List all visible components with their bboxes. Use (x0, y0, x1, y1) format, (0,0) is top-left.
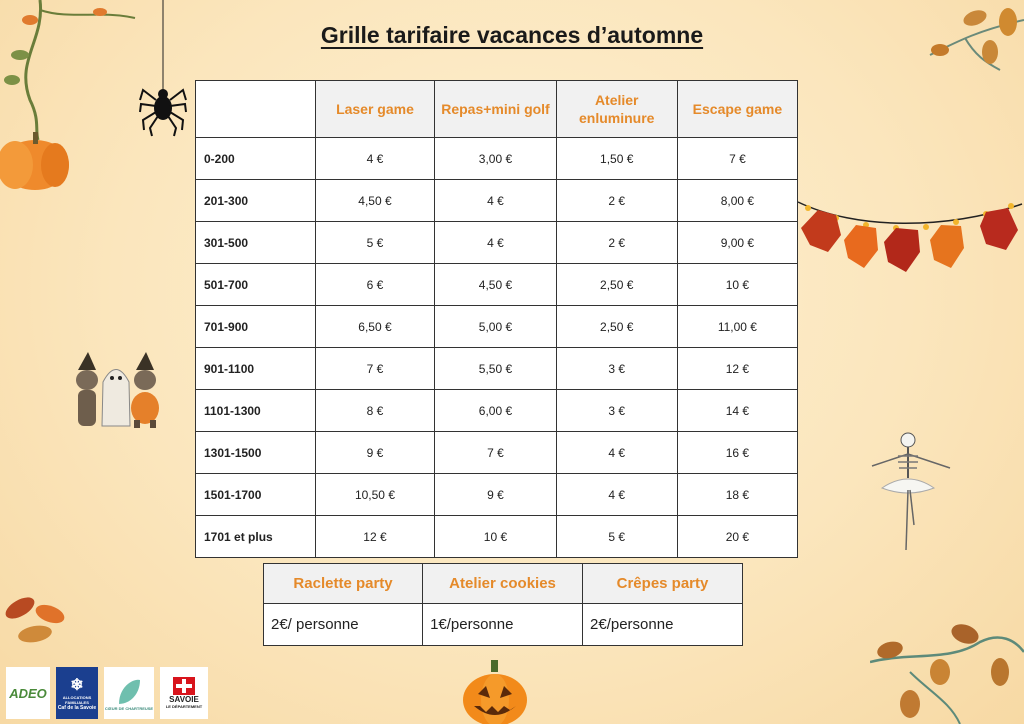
price-cell: 14 € (677, 390, 797, 432)
price-cell: 3 € (556, 348, 677, 390)
savoie-cross-icon (173, 677, 195, 695)
column-header-crepes-party: Crêpes party (583, 564, 743, 604)
price-cell: 8,00 € (677, 180, 797, 222)
price-cell: 4 € (556, 432, 677, 474)
price-cell: 8 € (315, 390, 435, 432)
price-table (195, 80, 798, 558)
extra-activities-table (263, 563, 743, 646)
table-row (196, 264, 798, 306)
coeur-de-chartreuse-logo (104, 667, 154, 719)
adeo-logo: ADEO (6, 667, 50, 719)
price-cell: 7 € (315, 348, 435, 390)
leaf-garland-icon (796, 190, 1024, 280)
table-row (196, 222, 798, 264)
price-cell: 4 € (435, 222, 556, 264)
income-band: 201-300 (196, 180, 316, 222)
price-cell: 4 € (315, 138, 435, 180)
savoie-logo (160, 667, 208, 719)
price-cell: 2 € (556, 180, 677, 222)
price-cell: 7 € (435, 432, 556, 474)
price-cell: 2,50 € (556, 306, 677, 348)
price-table-header-row (196, 81, 798, 138)
price-cell: 2€/ personne (264, 604, 423, 646)
chartreuse-leaf-icon (114, 676, 144, 706)
income-band: 0-200 (196, 138, 316, 180)
skeleton-ballerina-icon (864, 430, 954, 555)
savoie-logo-sublabel: LE DÉPARTEMENT (165, 704, 203, 709)
price-cell: 4 € (435, 180, 556, 222)
column-header-laser-game: Laser game (315, 81, 435, 138)
column-header-empty (196, 81, 316, 138)
price-cell: 4,50 € (435, 264, 556, 306)
column-header-atelier-enluminure: Atelier enluminure (556, 81, 677, 138)
price-cell: 16 € (677, 432, 797, 474)
price-cell: 4,50 € (315, 180, 435, 222)
price-cell: 1,50 € (556, 138, 677, 180)
price-cell: 10,50 € (315, 474, 435, 516)
table-row (196, 390, 798, 432)
table-row (196, 306, 798, 348)
income-band: 901-1100 (196, 348, 316, 390)
income-band: 1501-1700 (196, 474, 316, 516)
price-cell: 18 € (677, 474, 797, 516)
income-band: 301-500 (196, 222, 316, 264)
jack-o-lantern-icon (460, 658, 530, 724)
price-cell: 3 € (556, 390, 677, 432)
price-cell: 9 € (315, 432, 435, 474)
extra-header-row (264, 564, 743, 604)
price-cell: 4 € (556, 474, 677, 516)
price-cell: 5 € (315, 222, 435, 264)
income-band: 701-900 (196, 306, 316, 348)
price-cell: 10 € (677, 264, 797, 306)
price-cell: 2€/personne (583, 604, 743, 646)
price-cell: 12 € (315, 516, 435, 558)
partner-logos (6, 667, 208, 719)
caf-logo (56, 667, 98, 719)
price-cell: 2 € (556, 222, 677, 264)
price-cell: 11,00 € (677, 306, 797, 348)
price-cell: 5,50 € (435, 348, 556, 390)
spider-icon (138, 0, 188, 140)
price-cell: 2,50 € (556, 264, 677, 306)
price-cell: 9 € (435, 474, 556, 516)
price-cell: 3,00 € (435, 138, 556, 180)
income-band: 1101-1300 (196, 390, 316, 432)
price-cell: 12 € (677, 348, 797, 390)
caf-logo-snowflake-icon: ❄ (70, 677, 84, 694)
caf-logo-label: ALLOCATIONS FAMILIALES (62, 695, 92, 705)
column-header-repas-mini-golf: Repas+mini golf (435, 81, 556, 138)
price-cell: 6 € (315, 264, 435, 306)
table-row (196, 348, 798, 390)
table-row (196, 516, 798, 558)
table-row (196, 474, 798, 516)
caf-logo-sublabel: Caf de la Savoie (57, 705, 97, 711)
savoie-logo-label: SAVOIE (169, 695, 199, 704)
column-header-escape-game: Escape game (677, 81, 797, 138)
price-cell: 10 € (435, 516, 556, 558)
price-cell: 20 € (677, 516, 797, 558)
price-cell: 6,50 € (315, 306, 435, 348)
column-header-atelier-cookies: Atelier cookies (423, 564, 583, 604)
table-row (196, 432, 798, 474)
income-band: 1701 et plus (196, 516, 316, 558)
page-title: Grille tarifaire vacances d’automne (320, 22, 704, 48)
raccoon-ghost-trio-icon (70, 352, 162, 432)
price-cell: 5 € (556, 516, 677, 558)
price-cell: 5,00 € (435, 306, 556, 348)
autumn-leaves-icon (0, 590, 75, 650)
income-band: 1301-1500 (196, 432, 316, 474)
chartreuse-logo-label: CŒUR DE CHARTREUSE (104, 705, 154, 711)
leaf-vine-icon (870, 612, 1024, 724)
table-row (196, 138, 798, 180)
column-header-raclette-party: Raclette party (264, 564, 423, 604)
income-band: 501-700 (196, 264, 316, 306)
price-cell: 6,00 € (435, 390, 556, 432)
price-cell: 7 € (677, 138, 797, 180)
price-cell: 1€/personne (423, 604, 583, 646)
table-row (196, 180, 798, 222)
price-cell: 9,00 € (677, 222, 797, 264)
table-row (264, 604, 743, 646)
